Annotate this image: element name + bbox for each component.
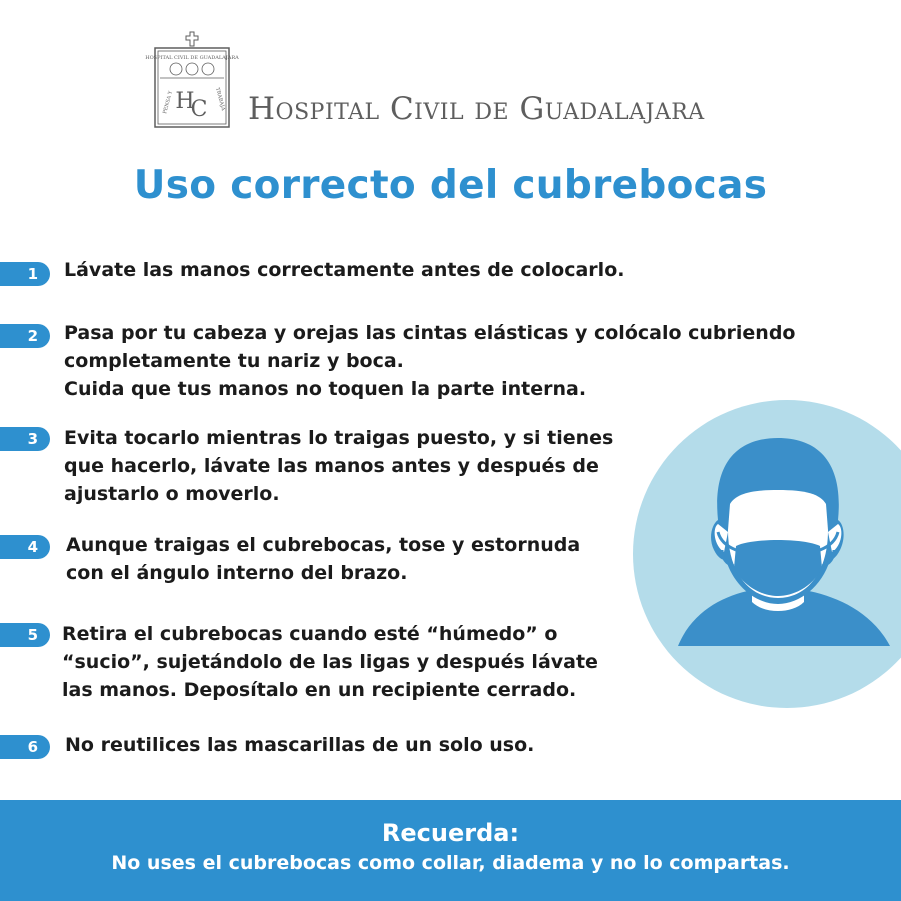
step-line: Evita tocarlo mientras lo traigas puesto, y si tienes [64, 427, 614, 449]
org-name: Hospital Civil de Guadalajara [248, 91, 705, 127]
crest-monogram-c: C [190, 97, 208, 122]
step-number-badge: 4 [0, 535, 50, 559]
step-line: Aunque traigas el cubrebocas, tose y estornuda [66, 534, 581, 556]
step-line: “sucio”, sujetándolo de las ligas y después lávate [62, 651, 598, 673]
step-number-badge: 2 [0, 324, 50, 348]
step-number-badge: 3 [0, 427, 50, 451]
step-line: las manos. Deposítalo en un recipiente cerrado. [62, 679, 577, 701]
reminder-title: Recuerda: [381, 819, 520, 847]
step-text [64, 424, 613, 508]
step-line: Cuida que tus manos no toquen la parte interna. [64, 378, 587, 400]
reminder-banner [0, 800, 901, 901]
step-line: Retira el cubrebocas cuando esté “húmedo” o [62, 623, 558, 645]
crest-side-left: PENSA Y [162, 90, 174, 115]
step-text [64, 319, 795, 403]
step-text [66, 531, 580, 587]
step-line: que hacerlo, lávate las manos antes y después de [64, 455, 599, 477]
person-with-mask-icon [632, 400, 901, 708]
step-line: ajustarlo o moverlo. [64, 483, 280, 505]
step-line: No reutilices las mascarillas de un solo uso. [65, 734, 535, 756]
step-line: completamente tu nariz y boca. [64, 350, 404, 372]
step-number-badge: 1 [0, 262, 50, 286]
step-text [65, 731, 534, 759]
step-number-badge: 5 [0, 623, 50, 647]
reminder-text: No uses el cubrebocas como collar, diadema y no lo compartas. [111, 852, 790, 874]
crest-monogram-h: H [175, 89, 195, 114]
step-number-badge: 6 [0, 735, 50, 759]
step-line: con el ángulo interno del brazo. [66, 562, 408, 584]
hospital-crest-icon [145, 30, 239, 128]
step-line: Lávate las manos correctamente antes de colocarlo. [64, 259, 625, 281]
header [145, 30, 754, 130]
crest-top-text: HOSPITAL CIVIL DE GUADALAJARA [145, 55, 239, 61]
crest-side-right: TRABAJA [214, 86, 226, 112]
step-line: Pasa por tu cabeza y orejas las cintas elásticas y colócalo cubriendo [64, 322, 796, 344]
step-text [62, 620, 598, 704]
step-text [64, 256, 624, 284]
page-title: Uso correcto del cubrebocas [133, 163, 768, 208]
